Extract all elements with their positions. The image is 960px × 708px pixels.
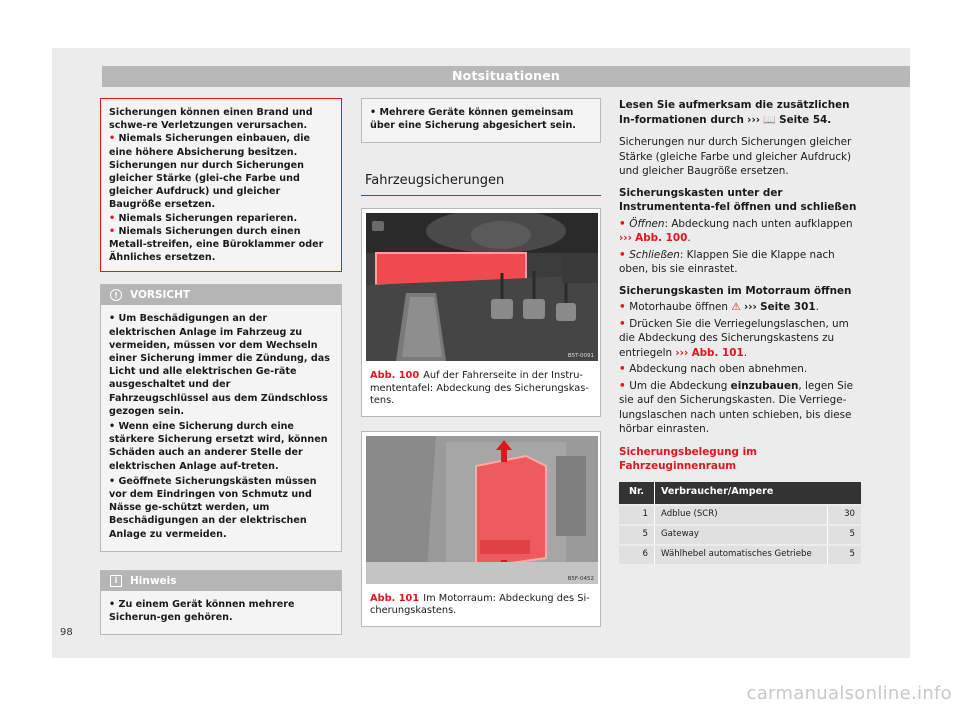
section-title: Fahrzeugsicherungen [361,165,601,196]
caution-title: VORSICHT [130,289,191,302]
figure-100-label: Abb. 100 [370,370,420,382]
note-body [101,591,341,634]
danger-bullet: • Niemals Sicherungen reparieren. [109,212,298,224]
danger-intro: Sicherungen können einen Brand und schwe-re Verletzungen verursachen. [109,107,313,132]
table-row: 5 Gateway 5 [619,526,861,544]
book-icon: 📖 [763,114,776,126]
figure-101-caption: Abb. 101 Im Motorraum: Abdeckung des Si-cherungskastens. [370,592,590,617]
engine-fuse-cover-illustration [366,436,598,584]
header-bar [102,66,910,87]
note-body-continued [362,99,600,142]
table-row: 6 Wählhebel automatisches Getriebe 5 [619,546,861,564]
step-open: • Öffnen: Abdeckung nach unten aufklappen ››› Abb. 100. [619,217,853,244]
fuse-replace-paragraph: Sicherungen nur durch Sicherungen gleicher Stärke (gleiche Farbe und gleicher Aufdruck) und gleicher Baugröße ersetzen. [619,136,852,177]
figure-101-image [366,436,598,584]
figure-100-code: B5T-0091 [567,353,594,360]
ref-abb-101[interactable]: Abb. 101 [691,346,744,359]
figure-101 [361,431,601,627]
note-title: Hinweis [130,574,177,587]
note-box-continued [361,98,601,143]
bullet-icon: • [109,225,119,237]
ref-seite-54[interactable]: Seite 54 [779,113,828,126]
figure-100-image [366,213,598,361]
bullet-icon: • [619,301,630,313]
col-header-consumer: Verbraucher/Ampere [655,482,827,504]
info-icon: i [110,575,122,587]
danger-bullet: • Niemals Sicherungen durch einen Metall-streifen, eine Büroklammer oder Ähnliches ersetzen. [109,225,324,264]
watermark: carmanualsonline.info [746,683,952,704]
note-bullet: • Mehrere Geräte können gemeinsam über eine Sicherung abgesichert sein. [370,107,576,132]
engine-step-3: • Abdeckung nach oben abnehmen. [619,363,808,375]
step-close: • Schließen: Klappen Sie die Klappe nach oben, bis sie einrastet. [619,248,835,275]
column-left [100,98,342,635]
page-title: Notsituationen [452,68,560,83]
note-header [101,571,341,591]
subhead-instrument-panel: Sicherungskasten unter der Instrumententa-fel öffnen und schließen [619,186,857,213]
table-title: Sicherungsbelegung im Fahrzeuginnenraum [619,445,757,472]
fuse-table [619,480,861,566]
engine-step-2: • Drücken Sie die Verriegelungslaschen, um die Abdeckung des Sicherungskastens zu entriegeln ››› Abb. 101. [619,317,849,359]
caution-box [100,284,342,551]
subhead-engine: Sicherungskasten im Motorraum öffnen [619,284,852,297]
bullet-icon: • [619,248,630,261]
danger-box [100,98,342,272]
caution-body [101,305,341,550]
column-right [619,98,861,566]
column-middle [361,98,601,627]
intro-paragraph: Lesen Sie aufmerksam die zusätzlichen In-formationen durch ››› 📖 Seite 54. [619,99,850,126]
figure-100-caption: Abb. 100 Auf der Fahrerseite in der Instru-mententafel: Abdeckung des Sicherungskas-tens. [370,370,589,407]
ref-arrows: ››› [747,113,761,126]
page-number: 98 [60,627,73,638]
col-header-ampere [827,482,861,504]
bullet-icon: • [619,317,630,330]
note-bullet: • Zu einem Gerät können mehrere Sicherun-gen gehören. [109,598,295,624]
dashboard-fuse-cover-illustration [366,213,598,361]
col-header-nr: Nr. [619,482,655,504]
bullet-icon: • [109,133,119,145]
table-header-row [619,482,861,504]
ref-abb-100[interactable]: Abb. 100 [635,232,688,244]
page [52,48,910,658]
figure-101-code: B5F-0452 [567,575,594,582]
engine-step-1: • Motorhaube öffnen ⚠ ››› Seite 301. [619,301,819,313]
caution-bullet: • Wenn eine Sicherung durch eine stärkere Sicherung ersetzt wird, können Schäden auch an anderer Stelle der elektrischen Anlage auf-treten. [109,421,328,472]
ref-seite-301[interactable]: Seite 301 [760,301,816,313]
caution-icon: ! [110,289,122,301]
caution-bullet: • Geöffnete Sicherungskästen müssen vor dem Eindringen von Schmutz und Nässe ge-schützt werden, um Beschädigungen an der elektrischen Anlage zu vermeiden. [109,475,317,540]
figure-100 [361,208,601,417]
note-box [100,570,342,635]
bullet-icon: • [109,212,119,224]
engine-step-4: • Um die Abdeckung einzubauen, legen Sie sie auf den Sicherungskasten. Die Verriege-lungslaschen nach unten schieben, bis diese hörbar einrasten. [619,379,854,435]
caution-bullet: • Um Beschädigungen an der elektrischen Anlage im Fahrzeug zu vermeiden, müssen vor dem Wechseln einer Sicherung immer die Zündung, das Licht und alle elektrischen Ge-räte ausgeschaltet und der Fahrzeugschlüssel aus dem Zündschloss gezogen sein. [109,313,330,417]
bullet-icon: • [619,217,630,230]
danger-bullet: • Niemals Sicherungen einbauen, die eine höhere Absicherung besitzen. Sicherungen nur durch Sicherungen gleicher Stärke (glei-che Farbe und gleicher Aufdruck) und gleicher Baugröße ersetzen. [109,133,311,211]
warning-triangle-icon: ⚠ [731,301,741,313]
bullet-icon: • [619,363,630,375]
table-row: 1 Adblue (SCR) 30 [619,506,861,524]
bullet-icon: • [619,379,630,392]
caution-header [101,285,341,305]
figure-101-label: Abb. 101 [370,592,420,604]
